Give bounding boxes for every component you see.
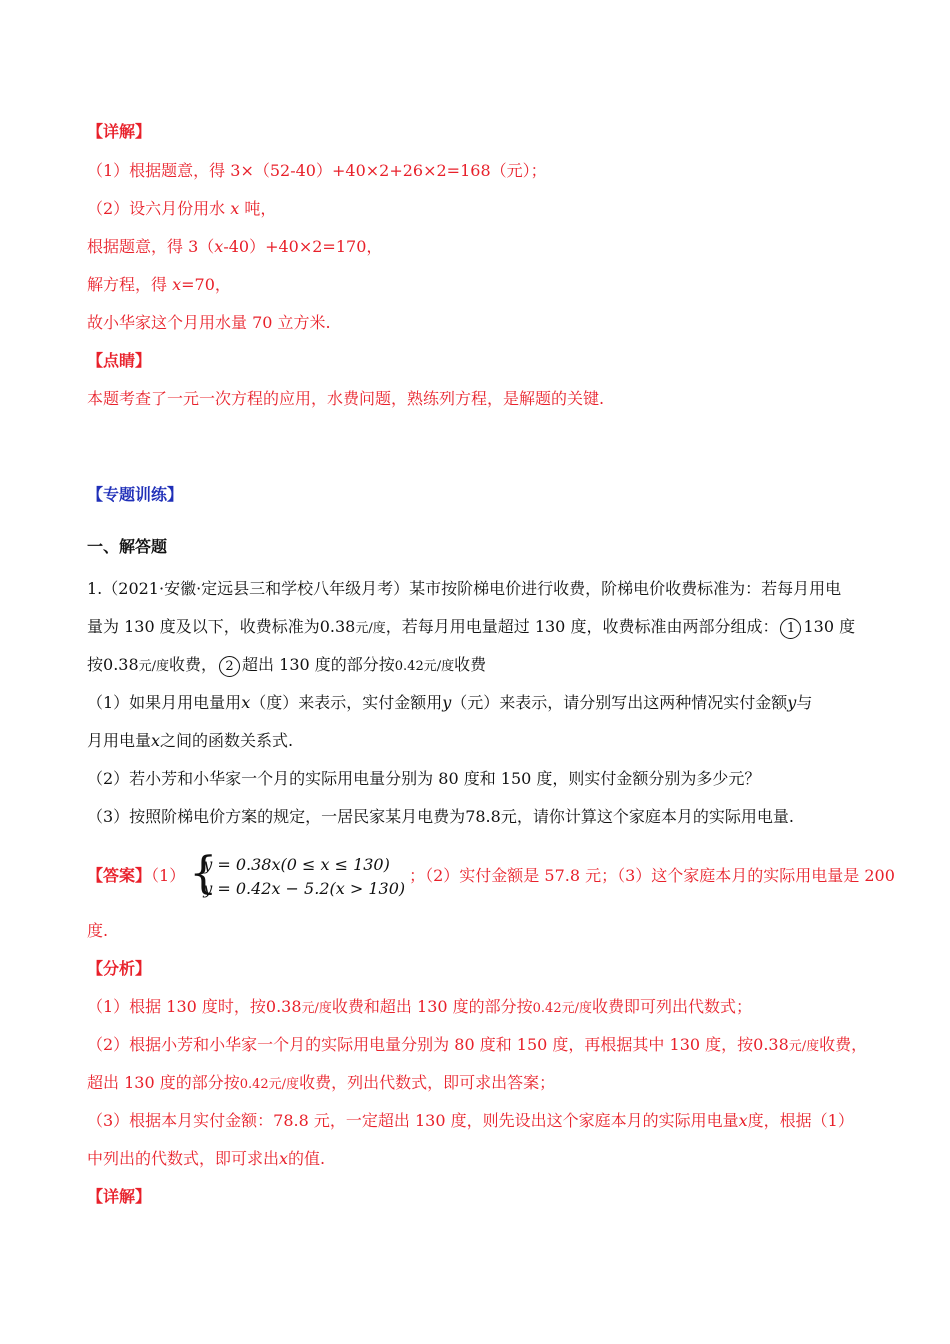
part-heading: 一、解答题 bbox=[87, 537, 168, 556]
answer-cont: 度. bbox=[87, 921, 109, 940]
analysis-heading: 【分析】 bbox=[87, 959, 152, 978]
comment-heading: 【点睛】 bbox=[87, 351, 152, 370]
analysis-1: （1）根据 130 度时，按0.38元/度收费和超出 130 度的部分按0.42元/度收费即可列出代数式； bbox=[87, 997, 752, 1016]
answer-line: 【答案】（1） { y = 0.38x(0 ≤ x ≤ 130) y = 0.42x − 5.2(x > 130) ；（2）实付金额是 57.8 元；（3）这个家庭本月的实际用电量是 200 bbox=[87, 847, 895, 899]
detail-step4: 解方程，得 x=70， bbox=[87, 275, 231, 294]
question-sub1: （1）如果月用电量用x（度）来表示，实付金额用y（元）来表示，请分别写出这两种情况实付金额y与 bbox=[87, 693, 813, 712]
detail2-heading: 【详解】 bbox=[87, 1187, 152, 1206]
question-sub3: （3）按照阶梯电价方案的规定，一居民家某月电费为78.8元，请你计算这个家庭本月的实际用电量. bbox=[87, 807, 794, 826]
question-line-3: 按0.38元/度收费， 2 超出 130 度的部分按0.42元/度收费 bbox=[87, 654, 486, 678]
circled-number-2: 2 bbox=[219, 656, 240, 677]
question-line-2: 量为 130 度及以下，收费标准为0.38元/度，若每月用电量超过 130 度，收费标准由两部分组成： 1 130 度 bbox=[87, 616, 855, 640]
question-sub1-cont: 月用电量x之间的函数关系式. bbox=[87, 731, 294, 750]
detail-step1: （1）根据题意，得 3×（52-40）+40×2+26×2=168（元）； bbox=[87, 161, 547, 180]
question-line-1: 1.（2021·安徽·定远县三和学校八年级月考）某市按阶梯电价进行收费，阶梯电价收费标准为：若每月用电 bbox=[87, 579, 842, 598]
circled-number-1: 1 bbox=[780, 618, 801, 639]
detail-step3: 根据题意，得 3（x-40）+40×2=170， bbox=[87, 237, 383, 256]
detail-step2: （2）设六月份用水 x 吨， bbox=[87, 199, 277, 218]
comment-text: 本题考查了一元一次方程的应用，水费问题，熟练列方程，是解题的关键. bbox=[87, 389, 605, 408]
answer-heading: 【答案】 bbox=[87, 866, 152, 885]
analysis-3: （3）根据本月实付金额：78.8 元，一定超出 130 度，则先设出这个家庭本月的实际用电量x度，根据（1） bbox=[87, 1111, 854, 1130]
piecewise-function: { y = 0.38x(0 ≤ x ≤ 130) y = 0.42x − 5.2(x > 130) bbox=[189, 847, 406, 899]
detail-step5: 故小华家这个月用水量 70 立方米. bbox=[87, 313, 331, 332]
analysis-2: （2）根据小芳和小华家一个月的实际用电量分别为 80 度和 150 度，再根据其中 130 度，按0.38元/度收费， bbox=[87, 1035, 868, 1054]
training-heading: 【专题训练】 bbox=[87, 485, 184, 504]
analysis-2-cont: 超出 130 度的部分按0.42元/度收费，列出代数式，即可求出答案； bbox=[87, 1073, 556, 1092]
detail-heading: 【详解】 bbox=[87, 122, 152, 141]
analysis-3-cont: 中列出的代数式，即可求出x的值. bbox=[87, 1149, 326, 1168]
question-sub2: （2）若小芳和小华家一个月的实际用电量分别为 80 度和 150 度，则实付金额分别为多少元？ bbox=[87, 769, 761, 788]
